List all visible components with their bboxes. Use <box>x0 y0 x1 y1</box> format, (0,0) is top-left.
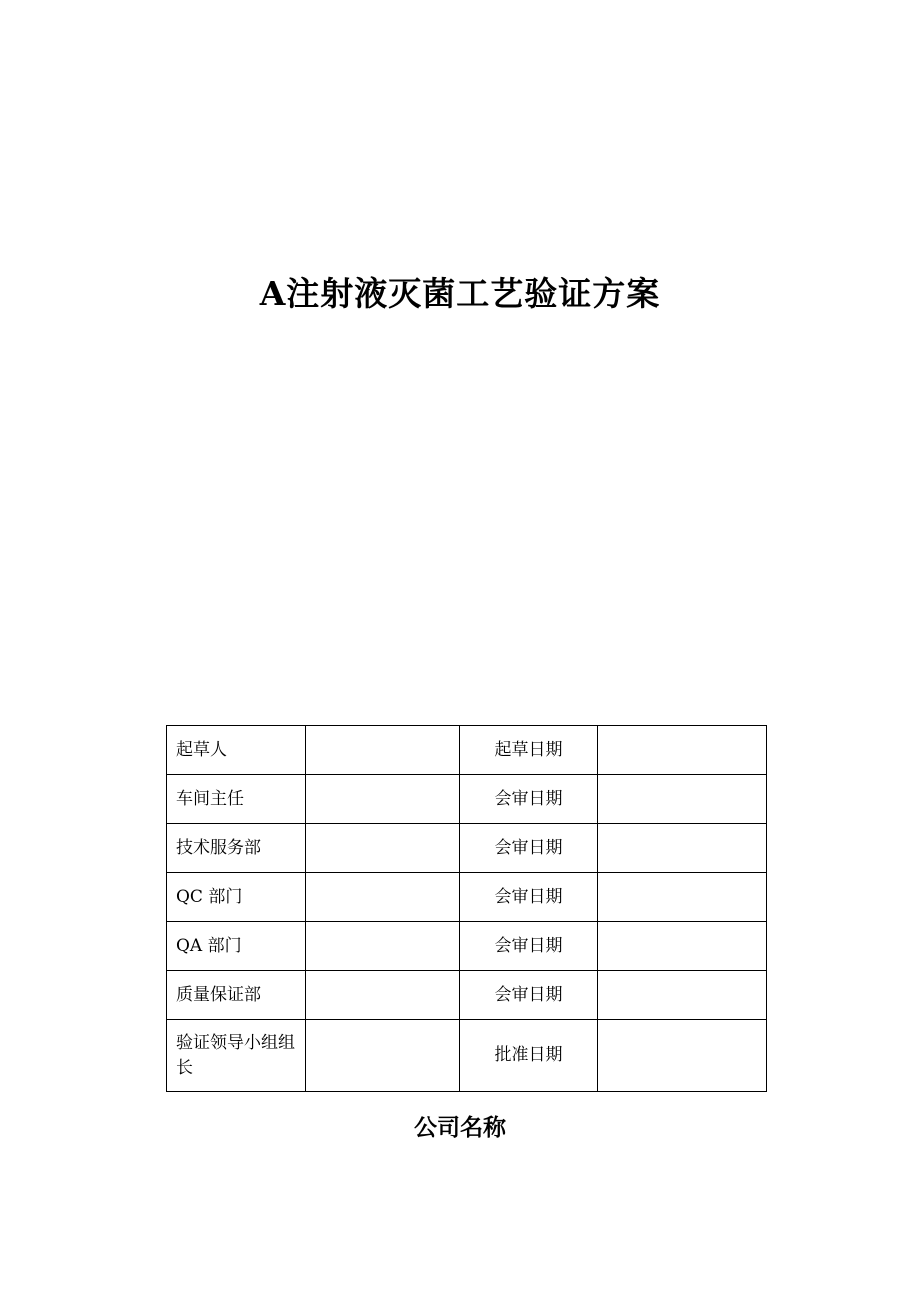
role-label-cell: 验证领导小组组长 <box>167 1020 306 1092</box>
signature-cell <box>306 1020 460 1092</box>
role-label-cell: QC 部门 <box>167 873 306 922</box>
table-row <box>167 971 767 1020</box>
table-row <box>167 775 767 824</box>
date-label-cell: 会审日期 <box>460 922 598 971</box>
date-label-cell: 会审日期 <box>460 971 598 1020</box>
role-label-cell: 技术服务部 <box>167 824 306 873</box>
table-row <box>167 726 767 775</box>
table-row <box>167 824 767 873</box>
signature-cell <box>306 726 460 775</box>
role-label-cell: 车间主任 <box>167 775 306 824</box>
table-row <box>167 1020 767 1092</box>
date-value-cell <box>598 971 767 1020</box>
signature-cell <box>306 873 460 922</box>
role-label-cell: 起草人 <box>167 726 306 775</box>
date-label-cell: 会审日期 <box>460 775 598 824</box>
signature-cell <box>306 775 460 824</box>
approval-table <box>166 725 767 1092</box>
signature-cell <box>306 971 460 1020</box>
date-label-cell: 会审日期 <box>460 873 598 922</box>
role-label-cell: 质量保证部 <box>167 971 306 1020</box>
date-value-cell <box>598 873 767 922</box>
date-value-cell <box>598 824 767 873</box>
table-row <box>167 922 767 971</box>
date-label-cell: 起草日期 <box>460 726 598 775</box>
date-value-cell <box>598 1020 767 1092</box>
company-name: 公司名称 <box>414 1114 506 1141</box>
date-label-cell: 会审日期 <box>460 824 598 873</box>
date-label-cell: 批准日期 <box>460 1020 598 1092</box>
date-value-cell <box>598 775 767 824</box>
role-label-cell: QA 部门 <box>167 922 306 971</box>
date-value-cell <box>598 726 767 775</box>
table-row <box>167 873 767 922</box>
date-value-cell <box>598 922 767 971</box>
signature-cell <box>306 824 460 873</box>
signature-cell <box>306 922 460 971</box>
document-title: A注射液灭菌工艺验证方案 <box>259 274 661 313</box>
